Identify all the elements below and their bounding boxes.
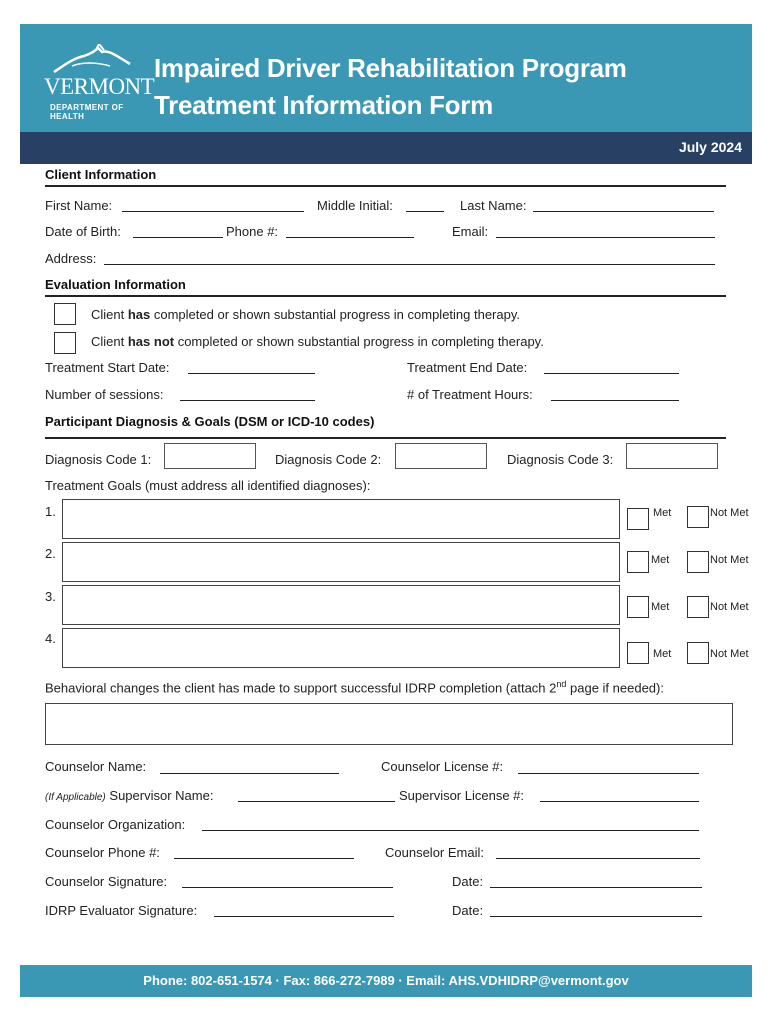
supervisor-name-field[interactable]: [238, 801, 395, 802]
met-checkbox[interactable]: [627, 642, 649, 664]
email-field[interactable]: [496, 237, 715, 238]
counselor-signature-label: Counselor Signature:: [45, 874, 168, 889]
title-line-2: Treatment Information Form: [154, 90, 493, 120]
not-completed-checkbox[interactable]: [54, 332, 76, 354]
divider: [45, 437, 726, 439]
not-met-checkbox[interactable]: [687, 506, 709, 528]
start-date-label: Treatment Start Date:: [45, 360, 170, 375]
goal-input[interactable]: [62, 499, 620, 539]
dob-field[interactable]: [133, 237, 223, 238]
page-title: [154, 50, 627, 124]
not-met-checkbox[interactable]: [687, 551, 709, 573]
hours-field[interactable]: [551, 400, 679, 401]
counselor-phone-label: Counselor Phone #:: [45, 845, 160, 860]
code2-label: Diagnosis Code 2:: [275, 452, 382, 467]
phone-label: Phone #:: [226, 224, 279, 239]
goal-number: 1.: [45, 504, 56, 519]
counselor-name-field[interactable]: [160, 773, 339, 774]
goal-input[interactable]: [62, 542, 620, 582]
end-date-field[interactable]: [544, 373, 679, 374]
date-bar: [20, 132, 752, 164]
diagnosis-heading: Participant Diagnosis & Goals (DSM or ICD-10 codes): [45, 414, 375, 429]
counselor-phone-field[interactable]: [174, 858, 354, 859]
not-met-label: Not Met: [710, 601, 749, 613]
completed-checkbox[interactable]: [54, 303, 76, 325]
counselor-name-label: Counselor Name:: [45, 759, 147, 774]
logo-name: VERMONT: [44, 74, 155, 99]
address-field[interactable]: [104, 264, 715, 265]
completed-option-label: Client has completed or shown substantial progress in completing therapy.: [91, 307, 520, 322]
not-met-label: Not Met: [710, 648, 749, 660]
met-label: Met: [653, 648, 672, 660]
hours-label: # of Treatment Hours:: [407, 387, 533, 402]
behavioral-changes-input[interactable]: [45, 703, 733, 745]
date-label: Date:: [452, 874, 484, 889]
evaluator-date-field[interactable]: [490, 916, 702, 917]
goals-label: Treatment Goals (must address all identified diagnoses):: [45, 478, 371, 493]
supervisor-name-label: (If Applicable) Supervisor Name:: [45, 788, 214, 803]
title-line-1: Impaired Driver Rehabilitation Program: [154, 53, 627, 83]
met-checkbox[interactable]: [627, 508, 649, 530]
goal-number: 4.: [45, 631, 56, 646]
not-completed-option-label: Client has not completed or shown substantial progress in completing therapy.: [91, 334, 544, 349]
email-label: Email:: [452, 224, 489, 239]
sessions-label: Number of sessions:: [45, 387, 164, 402]
footer-banner: [20, 965, 752, 997]
goal-input[interactable]: [62, 628, 620, 668]
supervisor-license-field[interactable]: [540, 801, 699, 802]
logo-subtitle: DEPARTMENT OF HEALTH: [50, 103, 124, 121]
met-checkbox[interactable]: [627, 596, 649, 618]
met-label: Met: [653, 507, 672, 519]
counselor-license-label: Counselor License #:: [381, 759, 504, 774]
form-date: July 2024: [678, 139, 742, 155]
sessions-field[interactable]: [180, 400, 315, 401]
dob-label: Date of Birth:: [45, 224, 121, 239]
vermont-health-logo: [44, 44, 154, 124]
mountain-logo-icon: [52, 44, 132, 74]
met-label: Met: [651, 554, 670, 566]
last-name-field[interactable]: [533, 211, 714, 212]
start-date-field[interactable]: [188, 373, 315, 374]
goal-input[interactable]: [62, 585, 620, 625]
evaluation-heading: Evaluation Information: [45, 277, 186, 292]
goal-number: 3.: [45, 589, 56, 604]
code2-input[interactable]: [395, 443, 487, 469]
organization-field[interactable]: [202, 830, 699, 831]
date-label: Date:: [452, 903, 484, 918]
supervisor-license-label: Supervisor License #:: [399, 788, 525, 803]
evaluator-signature-field[interactable]: [214, 916, 394, 917]
divider: [45, 185, 726, 187]
not-met-label: Not Met: [710, 507, 749, 519]
end-date-label: Treatment End Date:: [407, 360, 528, 375]
address-label: Address:: [45, 251, 97, 266]
first-name-label: First Name:: [45, 198, 113, 213]
code3-input[interactable]: [626, 443, 718, 469]
middle-initial-field[interactable]: [406, 211, 444, 212]
contact-info: Phone: 802-651-1574 · Fax: 866-272-7989 · Email: AHS.VDHIDRP@vermont.gov: [143, 973, 629, 988]
counselor-email-label: Counselor Email:: [385, 845, 484, 860]
code1-input[interactable]: [164, 443, 256, 469]
met-label: Met: [651, 601, 670, 613]
middle-initial-label: Middle Initial:: [317, 198, 393, 213]
first-name-field[interactable]: [122, 211, 304, 212]
counselor-license-field[interactable]: [518, 773, 699, 774]
counselor-email-field[interactable]: [496, 858, 700, 859]
organization-label: Counselor Organization:: [45, 817, 186, 832]
not-met-label: Not Met: [710, 554, 749, 566]
not-met-checkbox[interactable]: [687, 642, 709, 664]
counselor-signature-field[interactable]: [182, 887, 393, 888]
not-met-checkbox[interactable]: [687, 596, 709, 618]
last-name-label: Last Name:: [460, 198, 527, 213]
phone-field[interactable]: [286, 237, 414, 238]
client-info-heading: Client Information: [45, 167, 157, 182]
counselor-date-field[interactable]: [490, 887, 702, 888]
code3-label: Diagnosis Code 3:: [507, 452, 614, 467]
goal-number: 2.: [45, 546, 56, 561]
header-banner: [20, 24, 752, 132]
divider: [45, 295, 726, 297]
evaluator-signature-label: IDRP Evaluator Signature:: [45, 903, 198, 918]
met-checkbox[interactable]: [627, 551, 649, 573]
behavioral-label: Behavioral changes the client has made to support successful IDRP completion (attach 2nd page if needed):: [45, 679, 664, 696]
code1-label: Diagnosis Code 1:: [45, 452, 152, 467]
